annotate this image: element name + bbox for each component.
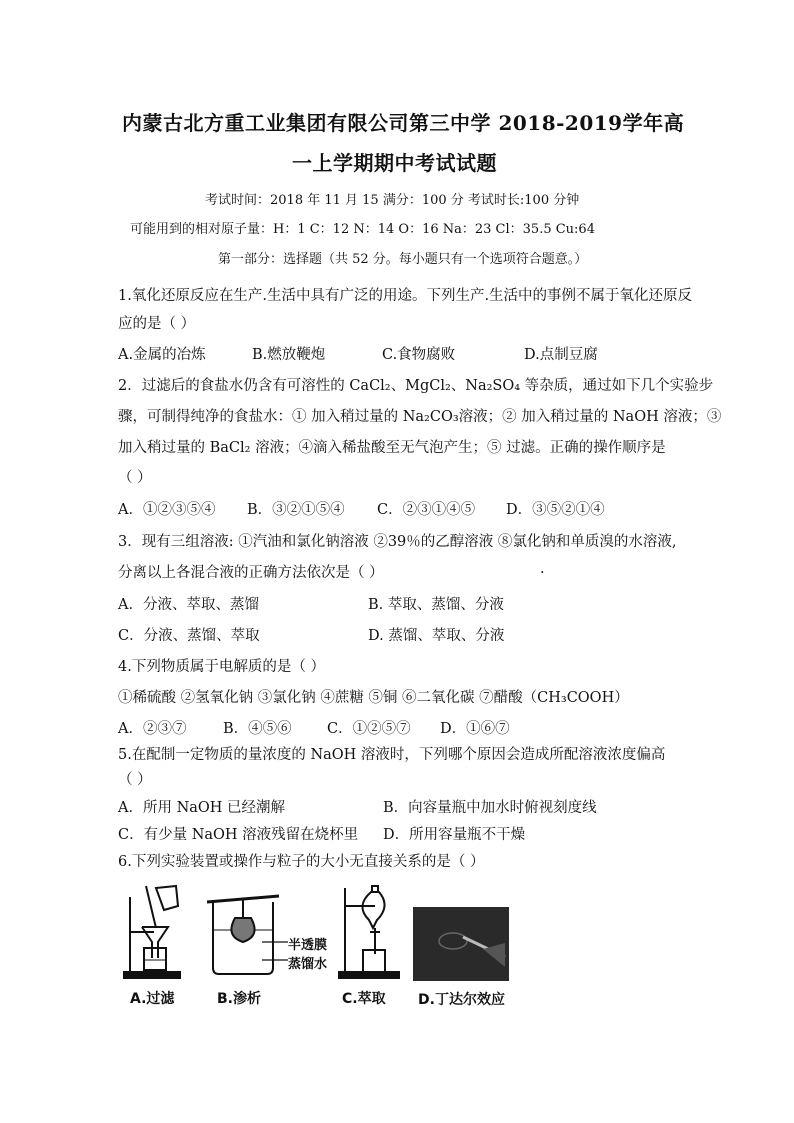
q3-option-c: C．分液、蒸馏、萃取 [118,628,260,644]
q1-line1: 1.氧化还原反应在生产.生活中具有广泛的用途。下列生产.生活中的事例不属于氧化还原反 [118,288,693,304]
q4-line2: ①稀硫酸 ②氢氧化钠 ③氯化钠 ④蔗糖 ⑤铜 ⑥二氧化碳 ⑦醋酸（CH₃COOH） [118,690,629,706]
q4-option-b: B．④⑤⑥ [223,721,292,737]
q3-option-d: D. 蒸馏、萃取、分液 [368,628,505,644]
doc-title-line1: 内蒙古北方重工业集团有限公司第三中学 2018-2019学年高 [122,111,685,135]
q2-option-a: A．①②③⑤④ [118,502,216,518]
dialysis-apparatus-figure [205,890,285,982]
tyndall-effect-photo [413,907,509,981]
stray-dot: . [540,561,545,577]
q2-line3: 加入稍过量的 BaCl₂ 溶液；④滴入稀盐酸至无气泡产生；⑤ 过滤。正确的操作顺序是 [118,440,666,456]
caption-filtration: A.过滤 [130,991,175,1007]
q5-option-d: D．所用容量瓶不干燥 [383,827,526,843]
q2-option-d: D．③⑤②①④ [506,502,605,518]
q3-option-b: B. 萃取、蒸馏、分液 [368,597,504,613]
q5-option-b: B．向容量瓶中加水时俯视刻度线 [383,800,597,816]
q2-line2: 骤，可制得纯净的食盐水：① 加入稍过量的 Na₂CO₃溶液；② 加入稍过量的 NaOH 溶液；③ [118,409,722,425]
q4-option-a: A．②③⑦ [118,721,187,737]
q3-option-a: A．分液、萃取、蒸馏 [118,597,259,613]
q4-option-c: C．①②⑤⑦ [327,721,411,737]
caption-extraction: C.萃取 [342,991,386,1007]
label-leader-lines [262,940,290,964]
q2-line4: （ ） [118,470,152,486]
q5-line1: 5.在配制一定物质的量浓度的 NaOH 溶液时，下列哪个原因会造成所配溶液浓度偏高 [118,747,666,763]
extraction-apparatus-figure [335,884,405,984]
q2-option-c: C．②③①④⑤ [377,502,476,518]
q3-line1: 3．现有三组溶液: ①汽油和氯化钠溶液 ②39％的乙醇溶液 ⑧氯化钠和单质溴的水溶液, [118,534,677,550]
q3-line2: 分离以上各混合液的正确方法依次是（ ） [118,565,384,581]
q1-line2: 应的是（ ） [118,316,196,332]
caption-dialysis: B.渗析 [217,991,261,1007]
q2-line1: 2．过滤后的食盐水仍含有可溶性的 CaCl₂、MgCl₂、Na₂SO₄ 等杂质，通过如下几个实验步 [118,378,714,394]
q1-option-c: C.食物腐败 [382,347,456,363]
q1-option-a: A.金属的冶炼 [118,347,206,363]
q2-option-b: B．③②①⑤④ [247,502,345,518]
q5-option-a: A．所用 NaOH 已经潮解 [118,800,286,816]
q4-line1: 4.下列物质属于电解质的是（ ） [118,659,325,675]
exam-info: 考试时间：2018 年 11 月 15 满分：100 分 考试时长:100 分钟 [205,193,580,208]
caption-tyndall: D.丁达尔效应 [418,992,505,1008]
q6-line1: 6.下列实验装置或操作与粒子的大小无直接关系的是（ ） [118,854,485,870]
section-heading: 第一部分：选择题（共 52 分。每小题只有一个选项符合题意。） [218,252,588,267]
q5-option-c: C．有少量 NaOH 溶液残留在烧杯里 [118,827,359,843]
q4-option-d: D．①⑥⑦ [440,721,510,737]
atomic-masses: 可能用到的相对原子量：H：1 C：12 N：14 O：16 Na：23 Cl：35.5 Cu:64 [130,222,595,237]
filtration-apparatus-figure [120,882,190,984]
tyndall-beam-icon [413,907,509,981]
label-semipermeable-membrane: 半透膜 [288,938,328,953]
q5-line2: （ ） [118,772,152,788]
doc-title-line2: 一上学期期中考试试题 [292,151,497,175]
label-distilled-water: 蒸馏水 [288,957,328,972]
q1-option-b: B.燃放鞭炮 [252,347,326,363]
q1-option-d: D.点制豆腐 [524,347,598,363]
